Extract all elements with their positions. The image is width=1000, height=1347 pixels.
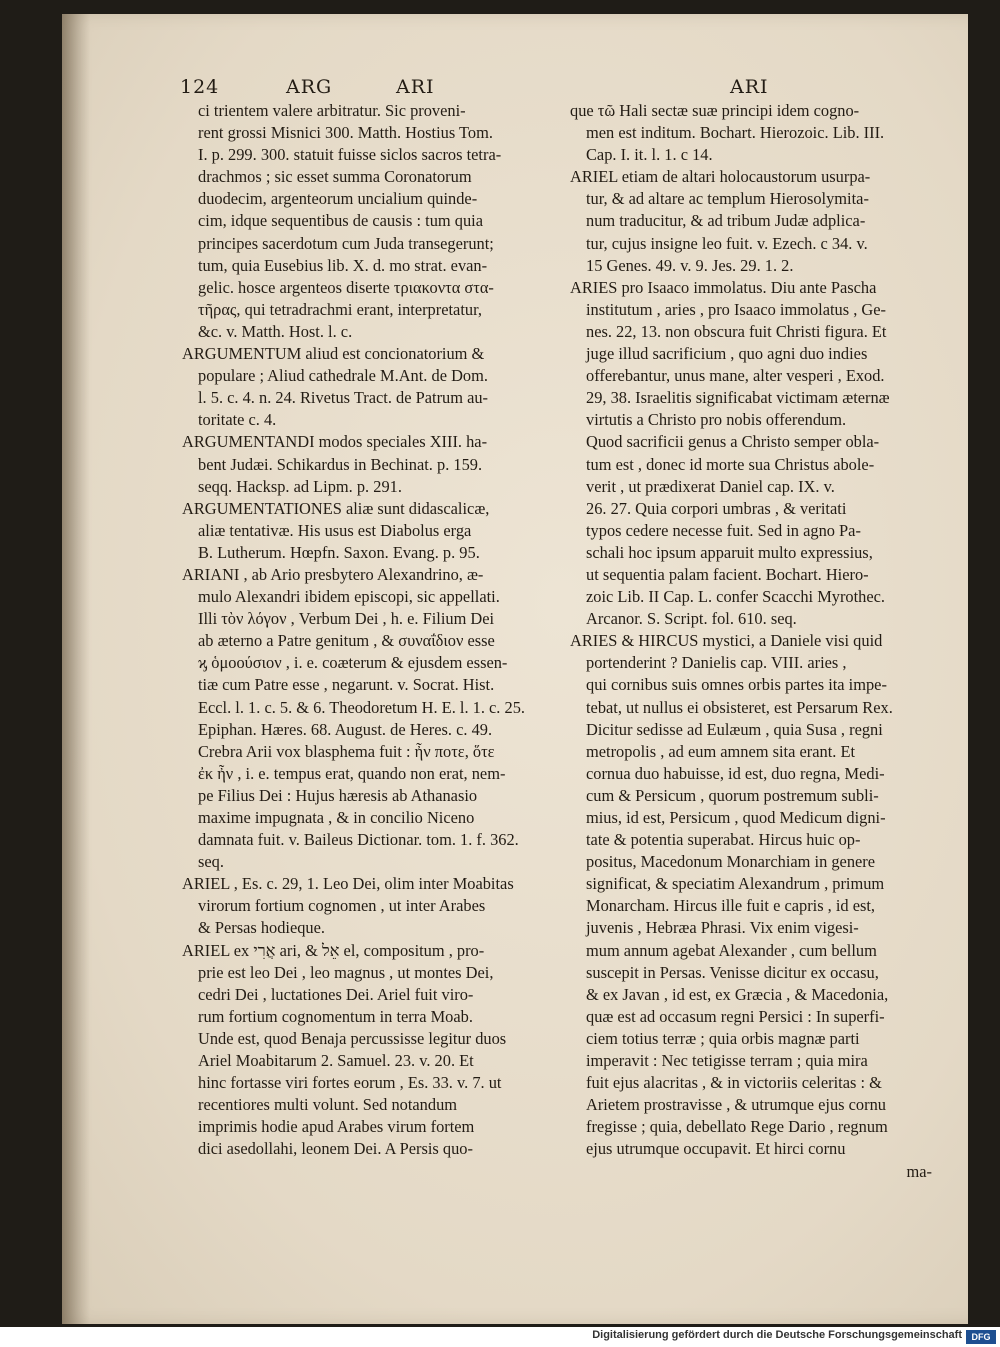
text-line: cim, idque sequentibus de causis : tum quia (198, 211, 483, 231)
text-line: & Persas hodieque. (198, 918, 326, 938)
text-line: Illi τὸν λόγον , Verbum Dei , h. e. Filium Dei (198, 609, 495, 629)
text-line: ut sequentia palam facient. Bochart. Hiero- (586, 564, 869, 584)
text-line: cornua duo habuisse, id est, duo regna, Medi- (586, 763, 885, 783)
text-line: tum, quia Eusebius lib. X. d. mo strat. evan- (198, 255, 488, 275)
text-line: mius, id est, Persicum , quod Medicum digni- (586, 808, 886, 827)
text-line: significat, & speciatim Alexandrum , primum (586, 874, 885, 894)
text-line: imprimis hodie apud Arabes virum fortem (198, 1117, 475, 1137)
text-line: mum annum agebat Alexander , cum bellum (586, 940, 877, 960)
text-line: populare ; Aliud cathedrale M.Ant. de Dom. (198, 366, 488, 386)
text-line: verit , ut prædixerat Daniel cap. IX. v. (586, 476, 835, 496)
text-line: B. Lutherum. Hœpfn. Saxon. Evang. p. 95. (198, 542, 480, 562)
text-line: ab æterno a Patre genitum , & συναΐδιον esse (198, 631, 495, 651)
text-line: prie est leo Dei , leo magnus , ut montes Dei, (198, 962, 494, 982)
text-line: principes sacerdotum cum Juda transegerunt; (198, 233, 494, 253)
text-line: offerebantur, unus mane, alter vesperi , Exod. (586, 366, 885, 386)
text-line: I. p. 299. 300. statuit fuisse siclos sacros tetra- (198, 145, 502, 165)
text-line: duodecim, argenteorum uncialium quinde- (198, 189, 478, 209)
text-line: rum fortium cognomentum in terra Moab. (198, 1006, 473, 1026)
page-number: 124 (180, 76, 220, 98)
footer-credit: Digitalisierung gefördert durch die Deutsche Forschungsgemeinschaft (592, 1329, 962, 1341)
text-line: ci trientem valere arbitratur. Sic proveni- (198, 101, 466, 120)
text-line: juvenis , Hebræa Phrasi. Vix enim vigesi- (586, 918, 859, 938)
text-line: Dicitur sedisse ad Eulæum , quia Susa , regni (586, 719, 883, 739)
text-line: virtutis a Christo pro nobis offerendum. (586, 410, 847, 430)
text-line: pe Filius Dei : Hujus hæresis ab Athanasio (198, 785, 478, 805)
text-line: rent grossi Misnici 300. Matth. Hostius Tom. (198, 123, 493, 143)
text-line: tebat, ut nullus ei obsisteret, est Persarum Rex. (586, 697, 893, 717)
text-line: seq. (198, 852, 224, 872)
text-line: imperavit : Nec tetigisse terram ; quia mira (586, 1051, 868, 1071)
text-line: ARIEL ex אֲרִי ari, & אֵל el, compositum , pro- (182, 940, 485, 960)
text-line: suscepit in Persas. Venisse dicitur ex occasu, (586, 962, 879, 982)
text-line: zoic Lib. II Cap. L. confer Scacchi Myrothec. (586, 587, 886, 607)
text-line: 29, 38. Israelitis significabat victimam æternæ (586, 388, 890, 408)
text-line: Arietem prostravisse , & utrumque ejus cornu (586, 1095, 886, 1115)
text-line: drachmos ; sic esset summa Coronatorum (198, 167, 472, 187)
text-line: Unde est, quod Benaja percussisse legitur duos (198, 1028, 507, 1048)
text-line: τῆρας, qui tetradrachmi erant, interpretatur, (198, 299, 482, 319)
text-line: ARGUMENTANDI modos speciales XIII. ha- (182, 432, 488, 452)
text-line: ARGUMENTATIONES aliæ sunt didascalicæ, (182, 498, 490, 518)
text-line: virorum fortium cognomen , ut inter Arabes (198, 896, 486, 916)
text-line: ARIEL , Es. c. 29, 1. Leo Dei, olim inter Moabitas (182, 874, 514, 894)
running-head-left-last: ARI (396, 76, 435, 98)
text-line: Quod sacrificii genus a Christo semper obla- (586, 432, 880, 452)
text-line: ARIEL etiam de altari holocaustorum usurpa- (570, 167, 871, 187)
text-line: tate & potentia superabat. Hircus huic op- (586, 830, 861, 850)
text-line: aliæ tentativæ. His usus est Diabolus erga (198, 520, 472, 540)
text-line: juge illud sacrificium , quo agni duo indies (586, 344, 868, 364)
text-line: ARIES pro Isaaco immolatus. Diu ante Pascha (570, 277, 877, 297)
text-line: ARIES & HIRCUS mystici, a Daniele visi quid (570, 631, 883, 651)
text-line: positus, Macedonum Monarchiam in genere (586, 852, 876, 872)
text-line: quæ est ad occasum regni Persici : In superfi- (586, 1006, 885, 1026)
text-line: dici asedollahi, leonem Dei. A Persis quo- (198, 1139, 473, 1159)
text-line: tur, cujus insigne leo fuit. v. Ezech. c 34. v. (586, 233, 868, 253)
text-line: num traducitur, & ad tribum Judæ adplica- (586, 211, 866, 231)
text-line: typos cedere necesse fuit. Sed in agno Pa- (586, 520, 861, 540)
text-line: tiæ cum Patre esse , negarunt. v. Socrat. Hist. (198, 675, 495, 695)
text-line: toritate c. 4. (198, 410, 277, 430)
text-line: &c. v. Matth. Host. l. c. (198, 321, 353, 341)
text-line: tur, & ad altare ac templum Hierosolymita- (586, 189, 869, 209)
text-line: portenderint ? Danielis cap. VIII. aries , (586, 653, 847, 673)
text-line: Cap. I. it. l. 1. c 14. (586, 145, 713, 165)
text-line: tum est , donec id morte sua Christus abole- (586, 454, 875, 474)
text-line: cedri Dei , luctationes Dei. Ariel fuit viro- (198, 984, 474, 1004)
text-line: Monarcham. Hircus ille fuit e capris , id est, (586, 896, 876, 916)
text-line: Crebra Arii vox blasphema fuit : ἦν ποτε, ὅτε (198, 741, 495, 761)
text-line: ἐκ ἦν , i. e. tempus erat, quando non erat, nem- (198, 763, 506, 783)
dfg-logo-icon: DFG (966, 1330, 996, 1344)
text-line: ϗ ὁμοούσιον , i. e. coæterum & ejusdem essen- (198, 653, 508, 673)
text-line: seqq. Hacksp. ad Lipm. p. 291. (198, 476, 402, 496)
text-line: cum & Persicum , quorum postremum subli- (586, 785, 879, 805)
text-line: schali hoc ipsum apparuit multo expressius, (586, 542, 873, 562)
catchword: ma- (906, 1161, 932, 1181)
text-line: nes. 22, 13. non obscura fuit Christi figura. Et (586, 321, 887, 341)
text-line: bent Judæi. Schikardus in Bechinat. p. 159. (198, 454, 483, 474)
gutter-shadow (62, 14, 90, 1324)
text-line: recentiores multi volunt. Sed notandum (198, 1095, 458, 1115)
text-line: ciem totius terræ ; quia orbis magnæ parti (586, 1028, 860, 1048)
running-head-left-first: ARG (286, 76, 333, 98)
text-line: gelic. hosce argenteos diserte τριακοντα στα- (198, 277, 494, 297)
text-line: Ariel Moabitarum 2. Samuel. 23. v. 20. Et (198, 1051, 474, 1071)
text-line: damnata fuit. v. Baileus Dictionar. tom. 1. f. 362. (198, 830, 519, 850)
text-line: & ex Javan , id est, ex Græcia , & Macedonia, (586, 984, 889, 1004)
text-line: ARGUMENTUM aliud est concionatorium & (182, 344, 485, 364)
text-line: hinc fortasse viri fortes eorum , Es. 33. v. 7. ut (198, 1073, 502, 1093)
text-line: ARIANI , ab Ario presbytero Alexandrino, æ- (182, 564, 484, 584)
text-line: que τῶ Hali sectæ suæ principi idem cogno- (570, 101, 860, 120)
text-line: men est inditum. Bochart. Hierozoic. Lib. III. (586, 123, 885, 143)
text-line: 26. 27. Quia corpori umbras , & veritati (586, 498, 847, 518)
digitization-footer (0, 1327, 1000, 1347)
left-column (182, 100, 546, 1161)
text-line: fregisse ; quia, debellato Rege Dario , regnum (586, 1117, 888, 1137)
text-line: Epiphan. Hæres. 68. August. de Heres. c. 49. (198, 719, 493, 739)
text-line: qui cornibus suis omnes orbis partes ita impe- (586, 675, 887, 695)
text-line: Eccl. l. 1. c. 5. & 6. Theodoretum H. E. l. 1. c. 25. (198, 697, 525, 717)
text-line: institutum , aries , pro Isaaco immolatus , Ge- (586, 299, 886, 319)
text-line: metropolis , ad eum amnem sita erant. Et (586, 741, 856, 761)
text-line: fuit ejus alacritas , & in victoriis celeritas : & (586, 1073, 882, 1093)
text-line: 15 Genes. 49. v. 9. Jes. 29. 1. 2. (586, 255, 794, 275)
running-head-right: ARI (730, 76, 769, 98)
right-column (570, 100, 934, 1183)
text-line: maxime impugnata , & in concilio Niceno (198, 808, 475, 827)
text-line: l. 5. c. 4. n. 24. Rivetus Tract. de Patrum au- (198, 388, 488, 408)
text-line: ejus utrumque occupavit. Et hirci cornu (586, 1139, 846, 1159)
text-line: mulo Alexandri ibidem episcopi, sic appellati. (198, 587, 500, 607)
text-line: Arcanor. S. Script. fol. 610. seq. (586, 609, 797, 629)
